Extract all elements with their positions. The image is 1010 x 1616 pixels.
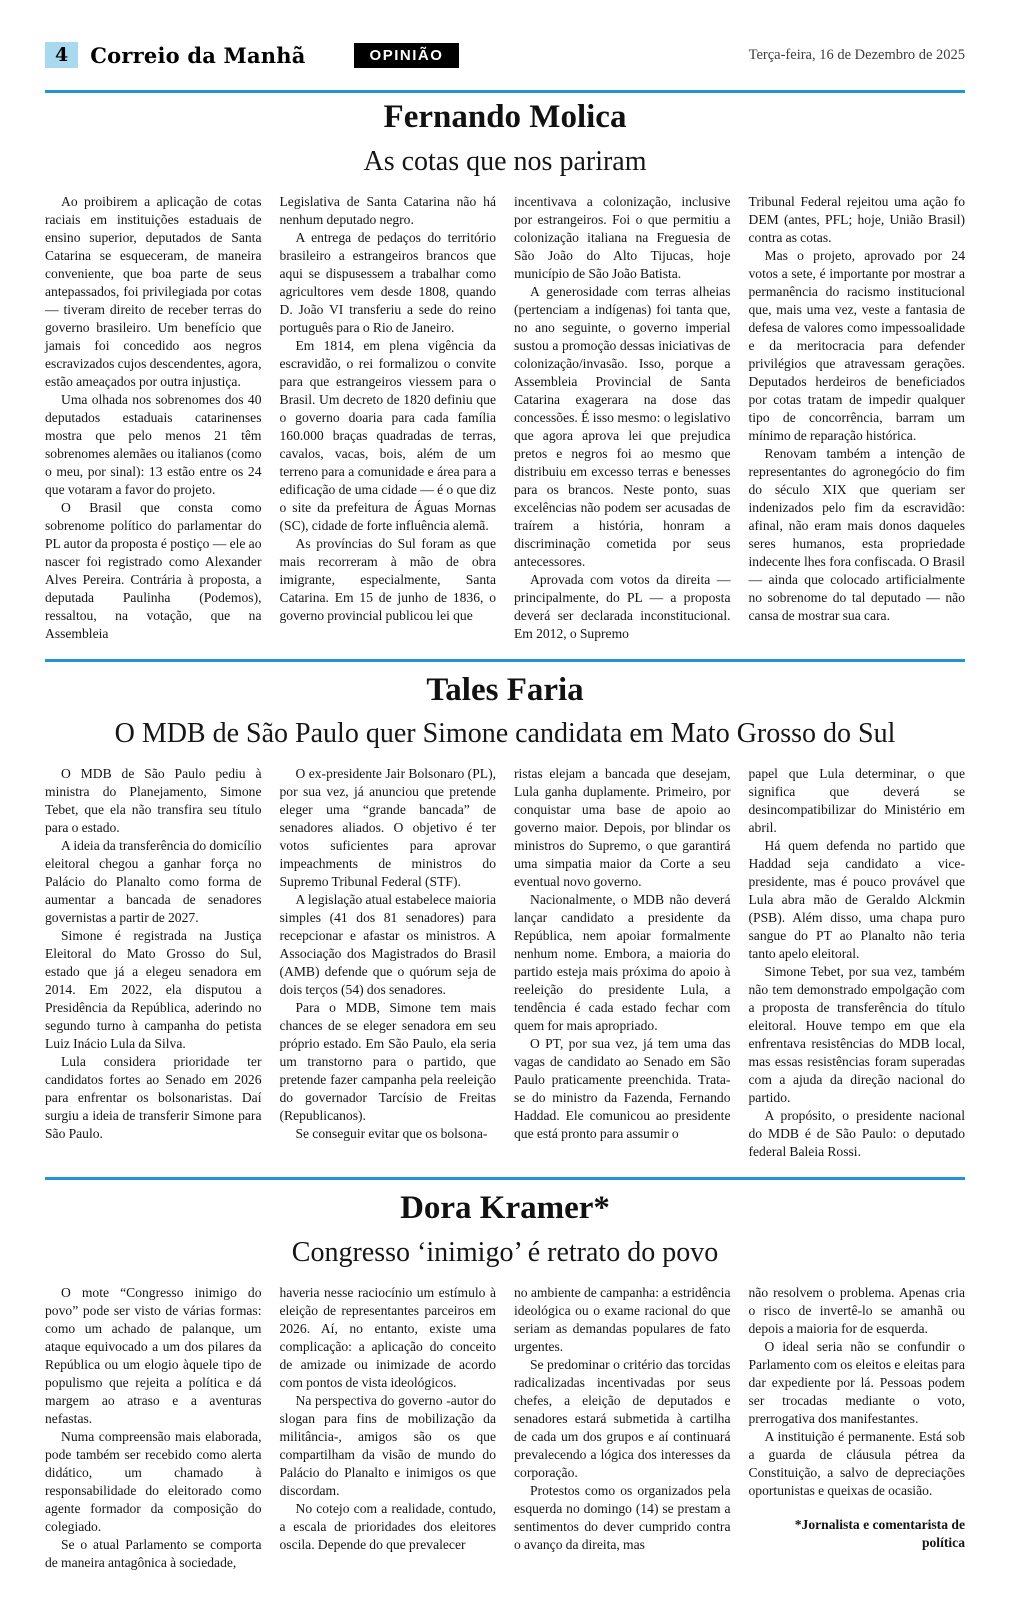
article-column — [280, 193, 497, 643]
paragraph: incentivava a colonização, inclusive por estrangeiros. Foi o que permitiu a colonização italiana na Freguesia de São João do Alto Tijucas, hoje município de São João Batista. — [514, 193, 731, 281]
edition-date: Terça-feira, 16 de Dezembro de 2025 — [748, 46, 965, 63]
paragraph: O MDB de São Paulo pediu à ministra do Planejamento, Simone Tebet, que ela não transfira seu título para o estado. — [45, 766, 262, 836]
paragraph: As províncias do Sul foram as que mais recorreram à mão de obra imigrante, especialmente, Santa Catarina. Em 15 de junho de 1836, o governo provincial publicou lei que — [279, 535, 496, 623]
paragraph: Protestos como os organizados pela esquerda no domingo (14) se prestam a sentimentos do dever cumprido contra o avanço da direita, mas — [514, 1482, 731, 1552]
article-column — [749, 193, 966, 643]
paragraph: O PT, por sua vez, já tem uma das vagas de candidato ao Senado em São Paulo praticamente preenchida. Trata-se do ministro da Fazenda, Fernando Haddad. Ele comunicou ao presidente que está pronto para assumir o — [514, 1036, 731, 1142]
paragraph: Na perspectiva do governo -autor do slogan para fins de mobilização da militância-, amigos são os que compartilham da visão de mundo do Palácio do Planalto e inimigos os que discordam. — [279, 1392, 496, 1498]
article-column — [514, 1284, 731, 1572]
paragraph: ristas elejam a bancada que desejam, Lula ganha duplamente. Primeiro, por conquistar uma base de apoio ao governo maior. Depois, por blindar os ministros do Supremo, o que garantirá uma simpatia maior da Corte a seu eventual novo governo. — [514, 766, 731, 890]
paragraph: papel que Lula determinar, o que significa que deverá se desincompatibilizar do Ministério em abril. — [748, 766, 965, 836]
article-column — [45, 193, 262, 643]
masthead-logo: Correio da Manhã — [90, 42, 306, 68]
article-body — [45, 1284, 965, 1572]
article-column — [749, 1284, 966, 1572]
article-body — [45, 765, 965, 1161]
paragraph: Aprovada com votos da direita — principalmente, do PL — a proposta deverá ser declarada inconstitucional. Em 2012, o Supremo — [514, 571, 731, 641]
paragraph: Simone Tebet, por sua vez, também não tem demonstrado empolgação com a proposta de transferência do título eleitoral. Houve tempo em que ela enfrentava resistências do MDB local, mas essas resistências foram superadas com a ajuda da direção nacional do partido. — [748, 964, 965, 1106]
column-paragraphs — [749, 193, 966, 625]
paragraph: Há quem defenda no partido que Haddad seja candidato a vice-presidente, mas é pouco provável que Lula abra mão de Geraldo Alckmin (PSB). Além disso, uma chapa puro sangue do PT ao Planalto não teria tanto apelo eleitoral. — [748, 838, 965, 962]
column-paragraphs — [45, 765, 262, 1143]
article-fernando-molica — [45, 93, 965, 643]
paragraph: no ambiente de campanha: a estridência ideológica ou o exame racional do que seriam as demandas populares de fato urgentes. — [514, 1284, 731, 1354]
paragraph: Se conseguir evitar que os bolsona- — [295, 1126, 488, 1142]
paragraph: Lula considera prioridade ter candidatos fortes ao Senado em 2026 para enfrentar os bolsonaristas. Daí surgiu a ideia de transferir Simone para São Paulo. — [45, 1054, 262, 1142]
paragraph: A entrega de pedaços do território brasileiro a estrangeiros brancos que aqui se dispusessem a trabalhar como agricultores vem desde 1808, quando D. João VI transferiu a sede do reino português para o Rio de Janeiro. — [279, 229, 496, 335]
paragraph: A propósito, o presidente nacional do MDB é de São Paulo: o deputado federal Baleia Rossi. — [748, 1108, 965, 1160]
paragraph: No cotejo com a realidade, contudo, a escala de prioridades dos eleitores oscila. Depende do que prevalecer — [279, 1500, 496, 1552]
column-paragraphs — [45, 1284, 262, 1572]
page-header — [45, 42, 965, 68]
paragraph: Em 1814, em plena vigência da escravidão, o rei formalizou o convite para que estrangeiros viessem para o Brasil. Um decreto de 1820 definiu que o governo doaria para cada família 160.000 braças quadradas de terras, cavalos, vacas, bois, além de um terreno para a comunidade e área para a edificação de uma cidade — é o que diz o site da prefeitura de Águas Mornas (SC), cidade de forte influência alemã. — [279, 337, 496, 533]
paragraph: não resolvem o problema. Apenas cria o risco de invertê-lo se amanhã ou depois a maioria for de esquerda. — [748, 1284, 965, 1336]
paragraph: O ex-presidente Jair Bolsonaro (PL), por sua vez, já anunciou que pretende eleger uma “grande bancada” de senadores aliados. O objetivo é ter votos suficientes para aprovar impeachments de ministros do Supremo Tribunal Federal (STF). — [279, 766, 496, 890]
paragraph: Uma olhada nos sobrenomes dos 40 deputados estaduais catarinenses mostra que pelo menos 21 têm sobrenomes alemães ou italianos (como o meu, por sinal): 13 estão entre os 24 que votaram a favor do projeto. — [45, 391, 262, 497]
column-paragraphs — [280, 193, 497, 625]
author-name: Fernando Molica — [383, 99, 627, 135]
paragraph: Legislativa de Santa Catarina não há nenhum deputado negro. — [279, 193, 496, 227]
paragraph: Tribunal Federal rejeitou uma ação fo DEM (antes, PFL; hoje, União Brasil) contra as cotas. — [748, 193, 965, 245]
column-paragraphs — [280, 1284, 497, 1554]
paragraph: Ao proibirem a aplicação de cotas raciais em instituições estaduais de ensino superior, deputados de Santa Catarina se esqueceram, de maneira conveniente, que boa parte de seus antepassados, foi privilegiada por cotas — tiveram direito de receber terras do governo brasileiro. Um benefício que jamais foi concedido aos negros escravizados cujos descendentes, agora, estão ameaçados por outra injustiça. — [45, 193, 262, 389]
article-column — [280, 765, 497, 1161]
paragraph: Se predominar o critério das torcidas radicalizadas incentivadas por seus chefes, a eleição de deputados e senadores estará submetida à cartilha de cada um dos grupos e aí continuará prevalecendo a lógica dos interesses da corporação. — [514, 1356, 731, 1480]
column-paragraphs — [749, 765, 966, 1161]
author-name: Tales Faria — [426, 671, 584, 708]
article-tales-faria — [45, 666, 965, 1162]
section-divider-rule — [45, 659, 965, 662]
paragraph: A ideia da transferência do domicílio eleitoral chegou a ganhar força no Palácio do Planalto como forma de aumentar a bancada de senadores governistas a partir de 2027. — [45, 838, 262, 926]
paragraph: Nacionalmente, o MDB não deverá lançar candidato a presidente da República, nem apoiar formalmente nenhum nome. Embora, a maioria do partido esteja mais próxima do apoio à reeleição do presidente Lula, a tendência é cada estado fechar com quem for mais apropriado. — [514, 892, 731, 1034]
paragraph: A legislação atual estabelece maioria simples (41 dos 81 senadores) para recepcionar e afastar os ministros. A Associação dos Magistrados do Brasil (AMB) defende que o quórum seja de dois terços (54) dos senadores. — [279, 892, 496, 998]
column-paragraphs — [514, 765, 731, 1143]
article-column — [514, 193, 731, 643]
article-headline: Congresso ‘inimigo’ é retrato do povo — [291, 1237, 719, 1268]
article-headline: O MDB de São Paulo quer Simone candidata em Mato Grosso do Sul — [114, 718, 896, 750]
author-name: Dora Kramer* — [400, 1190, 610, 1227]
section-divider-rule — [45, 1177, 965, 1180]
paragraph: O mote “Congresso inimigo do povo” pode ser visto de várias formas: como um achado de palanque, um ataque equivocado a um dos pilares da República ou um elogio àquele tipo de populismo que rejeita a política e dá margem ao atraso e a aventuras nefastas. — [45, 1284, 262, 1426]
article-body — [45, 193, 965, 643]
paragraph: Mas o projeto, aprovado por 24 votos a sete, é importante por mostrar a permanência do racismo institucional que, mais uma vez, veste a fantasia de defesa de valores como impessoalidade e da meritocracia para defender privilégios que atravessam gerações. Deputados herdeiros de beneficiados por cotas tratam de impedir qualquer tipo de concorrência, barram um mínimo de reparação histórica. — [748, 247, 965, 443]
article-column — [45, 1284, 262, 1572]
paragraph: O ideal seria não se confundir o Parlamento com os eleitos e eleitas para dar expediente por lá. Pessoas podem ser trocadas mediante o voto, prerrogativa dos manifestantes. — [748, 1338, 965, 1426]
paragraph: Se o atual Parlamento se comporta de maneira antagônica à sociedade, — [45, 1536, 262, 1570]
column-paragraphs — [749, 1284, 966, 1500]
paragraph: Simone é registrada na Justiça Eleitoral do Mato Grosso do Sul, estado que já a elegeu senadora em 2014. Em 2022, ela disputou a Presidência da República, aderindo no segundo turno à campanha do petista Luiz Inácio Lula da Silva. — [45, 928, 262, 1052]
paragraph: A instituição é permanente. Está sob a guarda de cláusula pétrea da Constituição, a salvo de depreciações oportunistas e queixas de ocasião. — [748, 1428, 965, 1498]
article-column — [749, 765, 966, 1161]
page-number: 4 — [45, 42, 78, 68]
paragraph: haveria nesse raciocínio um estímulo à eleição de representantes parceiros em 2026. Aí, no entanto, existe uma complicação: a aplicação do conceito de amizade ou inimizade de acordo com pontos de vista ideológicos. — [279, 1284, 496, 1390]
article-column — [514, 765, 731, 1161]
column-paragraphs — [514, 1284, 731, 1554]
article-dora-kramer — [45, 1184, 965, 1572]
paragraph: Numa compreensão mais elaborada, pode também ser recebido como alerta didático, um chamado à responsabilidade do eleitorado como agente formador da composição do colegiado. — [45, 1428, 262, 1534]
article-headline: As cotas que nos pariram — [363, 145, 647, 177]
column-paragraphs — [45, 193, 262, 643]
article-column — [45, 765, 262, 1161]
paragraph: Renovam também a intenção de representantes do agronegócio do fim do século XIX que queriam ser indenizados pelo fim da escravidão: afinal, não eram mais donos daqueles seres humanos, esta propriedade indecente lhes fora confiscada. O Brasil — ainda que colocado artificialmente no sobrenome do tal deputado — não cansa de mostrar sua cara. — [748, 445, 965, 623]
article-column — [280, 1284, 497, 1572]
paragraph: O Brasil que consta como sobrenome político do parlamentar do PL autor da proposta é postiço — ele ao nascer foi registrado como Alexander Alves Pereira. Contrária à proposta, a deputada Paulinha (Podemos), ressaltou, na votação, que na Assembleia — [45, 499, 262, 641]
author-footnote: *Jornalista e comentarista de política — [794, 1516, 965, 1550]
paragraph: A generosidade com terras alheias (pertenciam a indígenas) foi tanta que, no ano seguinte, o governo imperial sustou a promoção dessas iniciativas de colonização/invasão. Isso, porque a Assembleia Provincial de Santa Catarina exagerara na dose das concessões. É isso mesmo: o legislativo que agora aprova lei que prejudica pretos e negros foi ao mesmo que distribuiu em excesso terras e benesses para os brancos. Neste ponto, suas excelências não podem ser acusadas de traírem a história, honram a discriminação cometida por seus antecessores. — [514, 283, 731, 569]
paragraph: Para o MDB, Simone tem mais chances de se eleger senadora em seu próprio estado. Em São Paulo, ela seria um transtorno para o partido, que pretende fazer campanha pela reeleição do governador Tarcísio de Freitas (Republicanos). — [279, 1000, 496, 1124]
column-paragraphs — [280, 765, 497, 1143]
section-label: OPINIÃO — [354, 43, 460, 68]
column-paragraphs — [514, 193, 731, 643]
